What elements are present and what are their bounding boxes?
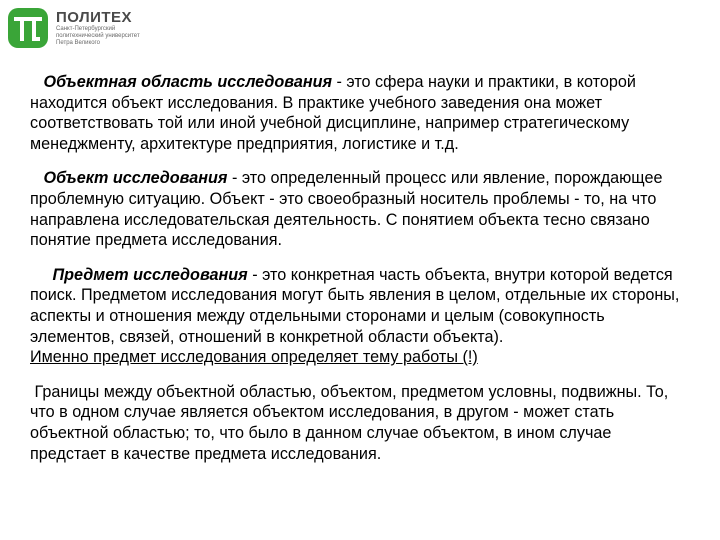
- logo-subtitle-line: политехнический университет: [56, 33, 140, 39]
- term-objective-area: Объектная область исследования: [43, 73, 333, 91]
- logo-title: ПОЛИТЕХ: [56, 9, 133, 26]
- paragraph-text: - это определенный процесс или явление, порождающее проблемную ситуацию. Объект - это своеобразный носитель проблемы - то, на что направлена исследовательская деятельность. С понятием объекта тесно связано понятие предмета исследования.: [30, 169, 663, 250]
- paragraph-text: Границы между объектной областью, объектом, предметом условны, подвижны. То, что в одном случае является объектом исследования, в другом - может стать объектной областью; то, что было в данном случае объектом, в ином случае предстает в качестве предмета исследования.: [30, 382, 669, 463]
- document-body: [30, 72, 690, 478]
- logo-subtitle-line: Санкт-Петербургский: [56, 26, 116, 32]
- paragraph-text: - это конкретная часть объекта, внутри которой ведется поиск. Предметом исследования могут быть явления в целом, отдельные их стороны, аспекты и отношения между отдельными сторонами и целым (совокупность элементов, связей, отношений в конкретной области объекта).: [30, 265, 680, 346]
- logo-subtitle-line: Петра Великого: [56, 40, 100, 46]
- pi-logo-icon: [8, 8, 48, 48]
- term-object: Объект исследования: [43, 169, 228, 188]
- paragraph-object: [30, 168, 690, 250]
- term-subject: Предмет исследования: [52, 265, 248, 284]
- paragraph-subject: [30, 265, 690, 368]
- paragraph-boundaries: [30, 382, 690, 464]
- politech-logo: [8, 8, 140, 48]
- paragraph-text: - это сфера науки и практики, в которой находится объект исследования. В практике учебного заведения она может соответствовать той или иной учебной дисциплине, например стратегическому менеджменту, архитектуре предприятия, логистике и т.д.: [30, 73, 636, 153]
- paragraph-objective-area: [30, 72, 690, 154]
- underlined-note: Именно предмет исследования определяет тему работы (!): [30, 348, 478, 367]
